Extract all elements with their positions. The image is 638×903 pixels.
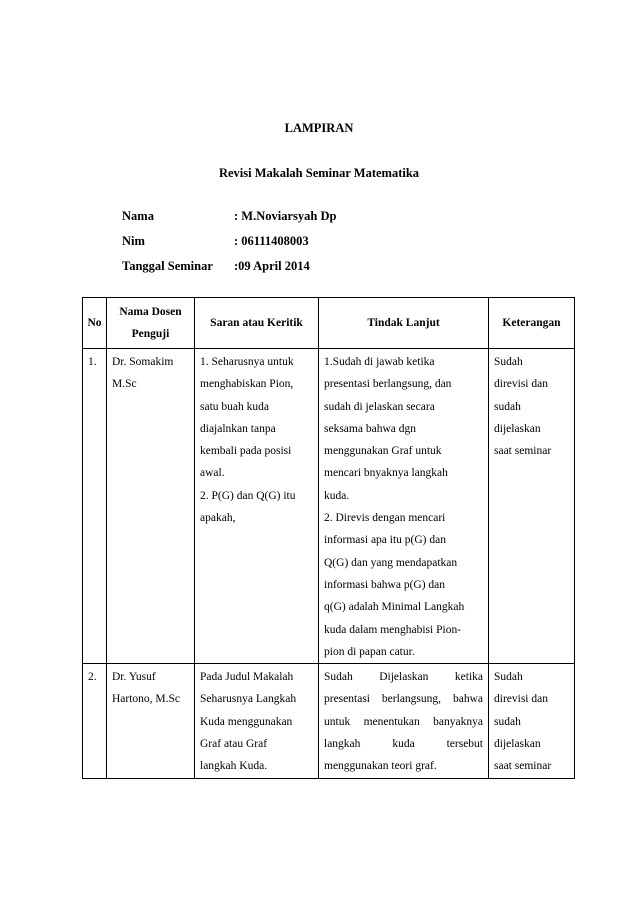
cell-tindak-lanjut (319, 664, 489, 778)
cell-dosen (107, 664, 195, 778)
table-row (83, 664, 575, 778)
identity-value: : M.Noviarsyah Dp (234, 209, 337, 223)
cell-line: pion di papan catur. (324, 645, 415, 658)
cell-line: diajalnkan tanpa (200, 422, 276, 435)
cell-line: direvisi dan (494, 693, 548, 706)
cell-line: 2. P(G) dan Q(G) itu (200, 489, 296, 502)
cell-line: kuda. (324, 489, 350, 502)
cell-tindak-lanjut (319, 349, 489, 664)
cell-line: langkah Kuda. (200, 760, 268, 773)
header-text: Penguji (131, 328, 170, 340)
cell-keterangan (489, 664, 575, 778)
identity-row-nama (122, 206, 336, 231)
cell-saran (195, 664, 319, 778)
identity-label: Nim (122, 234, 145, 248)
cell-line: dijelaskan (494, 422, 541, 435)
cell-line: Dr. Yusuf (112, 671, 156, 684)
identity-row-tanggal (122, 256, 336, 281)
cell-line: awal. (200, 467, 225, 480)
cell-line: sudah di jelaskan secara (324, 400, 435, 413)
header-saran: Saran atau Keritik (195, 298, 319, 349)
page-subtitle: Revisi Makalah Seminar Matematika (218, 166, 420, 180)
cell-line: Kuda menggunakan (200, 715, 293, 728)
identity-value: :09 April 2014 (234, 259, 310, 273)
cell-line: Hartono, M.Sc (112, 693, 181, 706)
cell-line: informasi bahwa p(G) dan (324, 578, 446, 591)
cell-line: Pada Judul Makalah (200, 671, 294, 684)
cell-line: menggunakan Graf untuk (324, 445, 442, 458)
page-title: LAMPIRAN (284, 121, 354, 135)
cell-line: 2. Direvis dengan mencari (324, 512, 446, 525)
header-no: No (83, 298, 107, 349)
cell-line: sudah (494, 400, 521, 413)
cell-line: kuda dalam menghabisi Pion- (324, 623, 462, 636)
cell-line: Seharusnya Langkah (200, 693, 297, 706)
cell-line: Sudah Dijelaskan ketika presentasi berlangsung, bahwa untuk menentukan banyaknya langkah kuda tersebut menggunakan teori graf. (324, 671, 483, 773)
cell-dosen (107, 349, 195, 664)
cell-line: Sudah (494, 356, 523, 368)
header-keterangan: Keterangan (489, 298, 575, 349)
identity-label: Tanggal Seminar (122, 259, 213, 273)
cell-line: Dr. Somakim (112, 356, 174, 368)
header-text: Nama Dosen (119, 306, 182, 318)
cell-line: saat seminar (494, 760, 552, 773)
cell-no: 1. (83, 349, 107, 664)
cell-line: kembali pada posisi (200, 445, 292, 458)
header-tindak-lanjut: Tindak Lanjut (319, 298, 489, 349)
identity-label: Nama (122, 209, 154, 223)
header-nama-dosen (107, 298, 195, 349)
cell-line: satu buah kuda (200, 400, 269, 413)
cell-line: presentasi berlangsung, dan (324, 378, 452, 391)
cell-line: 1. Seharusnya untuk (200, 356, 294, 368)
cell-line: 1.Sudah di jawab ketika (324, 356, 435, 368)
identity-row-nim (122, 231, 336, 256)
cell-no: 2. (83, 664, 107, 778)
table-header-row (83, 298, 575, 349)
cell-line: Q(G) dan yang mendapatkan (324, 556, 458, 569)
identity-value: : 06111408003 (234, 234, 309, 248)
cell-line: q(G) adalah Minimal Langkah (324, 601, 465, 614)
cell-keterangan (489, 349, 575, 664)
cell-line: Graf atau Graf (200, 738, 268, 751)
cell-line: dijelaskan (494, 738, 541, 751)
cell-line: Sudah (494, 671, 523, 684)
cell-line: sudah (494, 715, 521, 728)
cell-line: saat seminar (494, 445, 552, 458)
cell-line: apakah, (200, 512, 236, 525)
cell-line: mencari bnyaknya langkah (324, 467, 448, 480)
table-row (83, 349, 575, 664)
identity-block (122, 206, 336, 281)
cell-line: M.Sc (112, 378, 137, 391)
cell-line: seksama bahwa dgn (324, 422, 416, 435)
revision-table (82, 297, 575, 779)
cell-line: informasi apa itu p(G) dan (324, 534, 446, 547)
cell-line: menghabiskan Pion, (200, 378, 294, 391)
cell-saran (195, 349, 319, 664)
cell-line: direvisi dan (494, 378, 548, 391)
